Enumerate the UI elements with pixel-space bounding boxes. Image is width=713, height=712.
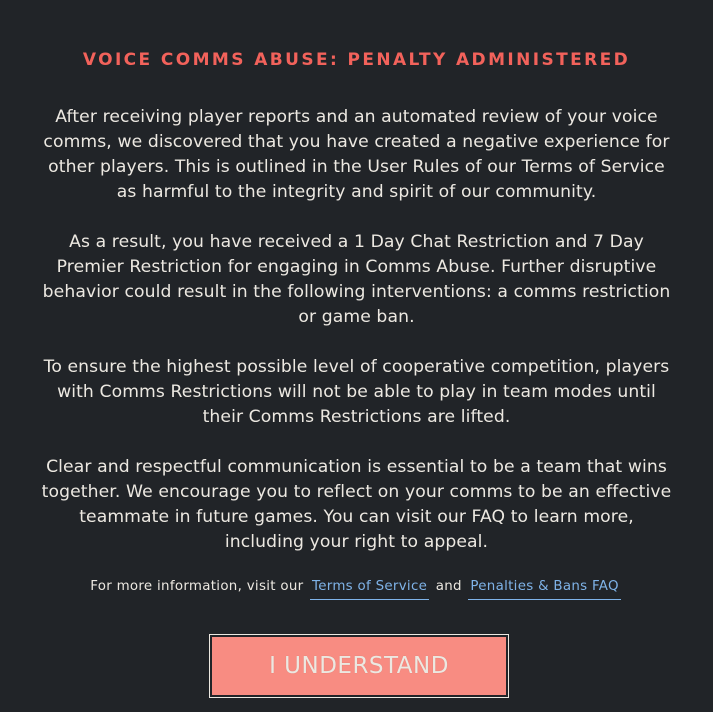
paragraph-communication: Clear and respectful communication is essential to be a team that wins together. We encourage you to reflect on your comms to be an effective teammate in future games. You can visit our FAQ to learn more, including your right to appeal. (41, 457, 672, 552)
more-info-line (0, 576, 713, 600)
terms-of-service-link[interactable]: Terms of Service (310, 576, 429, 600)
more-info-and: and (435, 579, 462, 594)
understand-button-frame (209, 634, 509, 698)
dialog-title: VOICE COMMS ABUSE: PENALTY ADMINISTERED (82, 50, 631, 70)
understand-button[interactable]: I UNDERSTAND (212, 637, 506, 695)
penalties-bans-faq-link[interactable]: Penalties & Bans FAQ (468, 576, 620, 600)
paragraph-report-review: After receiving player reports and an automated review of your voice comms, we discovered that you have created a negative experience for other players. This is outlined in the User Rules of our Terms of Service as harmful to the integrity and spirit of our community. (43, 107, 670, 202)
paragraph-restriction-result: As a result, you have received a 1 Day Chat Restriction and 7 Day Premier Restriction for engaging in Comms Abuse. Further disruptive behavior could result in the following interventions: a comms restriction or game ban. (42, 232, 671, 327)
more-info-prefix: For more information, visit our (90, 579, 304, 594)
paragraph-team-modes: To ensure the highest possible level of cooperative competition, players with Comms Restrictions will not be able to play in team modes until their Comms Restrictions are lifted. (43, 357, 670, 427)
